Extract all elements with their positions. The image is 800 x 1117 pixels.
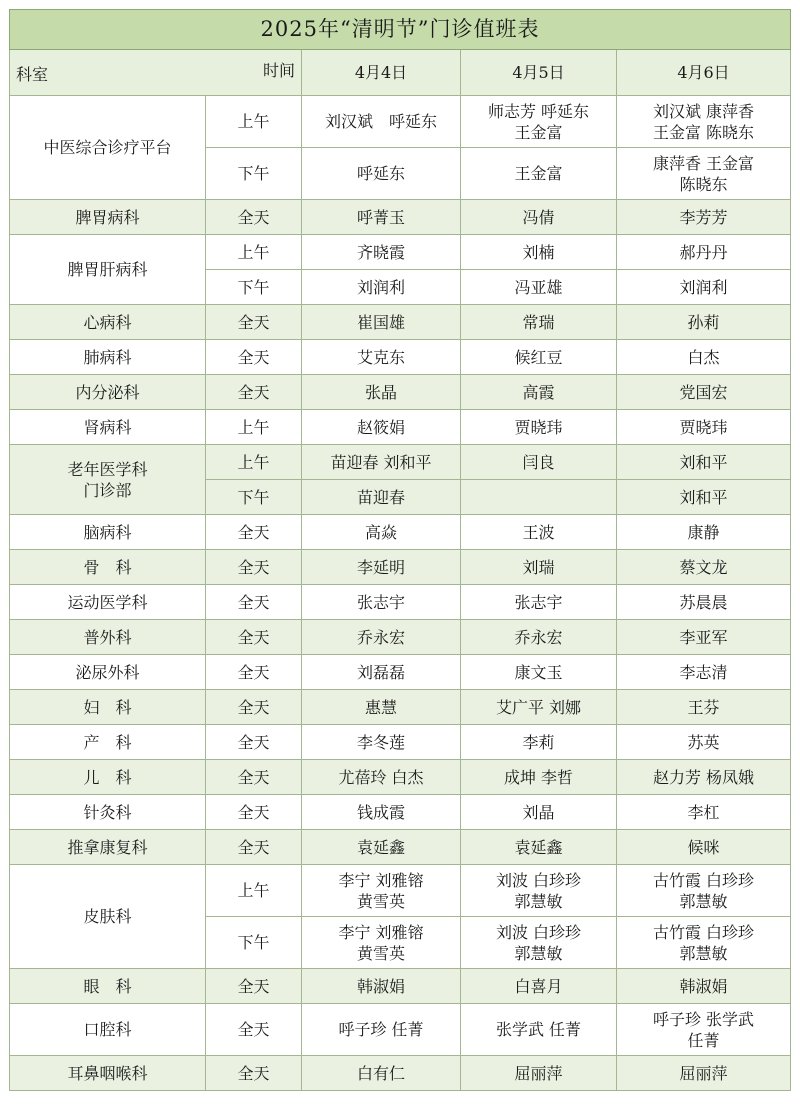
time-slot: 全天 [206, 200, 302, 235]
doctor-cell: 孙莉 [617, 305, 791, 340]
department-name: 推拿康复科 [10, 830, 206, 865]
department-name: 运动医学科 [10, 585, 206, 620]
time-slot: 全天 [206, 305, 302, 340]
doctor-cell: 乔永宏 [461, 620, 617, 655]
doctor-cell: 李杠 [617, 795, 791, 830]
page-title: 2025年“清明节”门诊值班表 [10, 10, 791, 50]
doctor-cell: 王金富 [461, 148, 617, 200]
doctor-cell: 康萍香 王金富 陈晓东 [617, 148, 791, 200]
doctor-cell: 李莉 [461, 725, 617, 760]
doctor-cell: 乔永宏 [302, 620, 461, 655]
doctor-cell: 李宁 刘雅镕 黄雪英 [302, 865, 461, 917]
date-header-1: 4月4日 [302, 50, 461, 96]
table-row [10, 445, 791, 480]
doctor-cell: 苗迎春 刘和平 [302, 445, 461, 480]
doctor-cell: 高焱 [302, 515, 461, 550]
doctor-cell: 刘润利 [617, 270, 791, 305]
doctor-cell: 呼延东 [302, 148, 461, 200]
department-name: 口腔科 [10, 1004, 206, 1056]
table-row [10, 375, 791, 410]
doctor-cell: 党国宏 [617, 375, 791, 410]
doctor-cell: 闫良 [461, 445, 617, 480]
department-name: 泌尿外科 [10, 655, 206, 690]
time-slot: 上午 [206, 96, 302, 148]
time-slot: 全天 [206, 620, 302, 655]
time-slot: 上午 [206, 235, 302, 270]
time-slot: 全天 [206, 760, 302, 795]
doctor-cell: 呼菁玉 [302, 200, 461, 235]
time-slot: 全天 [206, 830, 302, 865]
time-slot: 下午 [206, 270, 302, 305]
doctor-cell: 康文玉 [461, 655, 617, 690]
table-row [10, 655, 791, 690]
time-slot: 全天 [206, 655, 302, 690]
doctor-cell: 屈丽萍 [617, 1056, 791, 1091]
table-row [10, 1056, 791, 1091]
table-row [10, 585, 791, 620]
department-name: 肺病科 [10, 340, 206, 375]
doctor-cell: 王芬 [617, 690, 791, 725]
doctor-cell: 张志宇 [302, 585, 461, 620]
department-name: 心病科 [10, 305, 206, 340]
doctor-cell: 呼子珍 张学武 任菁 [617, 1004, 791, 1056]
doctor-cell: 崔国雄 [302, 305, 461, 340]
time-slot: 全天 [206, 1004, 302, 1056]
doctor-cell: 刘波 白珍珍 郭慧敏 [461, 865, 617, 917]
doctor-cell: 惠慧 [302, 690, 461, 725]
diagonal-header-cell [10, 50, 302, 96]
table-row [10, 865, 791, 917]
time-slot: 全天 [206, 375, 302, 410]
table-row [10, 515, 791, 550]
doctor-cell: 袁延鑫 [302, 830, 461, 865]
doctor-cell: 郝丹丹 [617, 235, 791, 270]
doctor-cell: 师志芳 呼延东 王金富 [461, 96, 617, 148]
doctor-cell: 李亚军 [617, 620, 791, 655]
doctor-cell: 苏晨晨 [617, 585, 791, 620]
department-name: 脑病科 [10, 515, 206, 550]
table-row [10, 96, 791, 148]
doctor-cell: 李宁 刘雅镕 黄雪英 [302, 917, 461, 969]
doctor-cell: 呼子珍 任菁 [302, 1004, 461, 1056]
doctor-cell: 候红豆 [461, 340, 617, 375]
table-row [10, 235, 791, 270]
doctor-cell: 刘和平 [617, 480, 791, 515]
time-slot: 全天 [206, 690, 302, 725]
doctor-cell: 袁延鑫 [461, 830, 617, 865]
time-slot: 下午 [206, 480, 302, 515]
doctor-cell: 屈丽萍 [461, 1056, 617, 1091]
time-slot: 全天 [206, 795, 302, 830]
department-name: 产 科 [10, 725, 206, 760]
doctor-cell: 蔡文龙 [617, 550, 791, 585]
table-row [10, 340, 791, 375]
department-name: 中医综合诊疗平台 [10, 96, 206, 200]
doctor-cell: 刘楠 [461, 235, 617, 270]
doctor-cell: 钱成霞 [302, 795, 461, 830]
department-name: 妇 科 [10, 690, 206, 725]
doctor-cell: 刘波 白珍珍 郭慧敏 [461, 917, 617, 969]
doctor-cell: 刘磊磊 [302, 655, 461, 690]
doctor-cell: 艾克东 [302, 340, 461, 375]
dept-header-label: 科室 [16, 65, 49, 84]
table-row [10, 550, 791, 585]
table-row [10, 725, 791, 760]
doctor-cell: 贾晓玮 [461, 410, 617, 445]
doctor-cell: 韩淑娟 [617, 969, 791, 1004]
department-name: 脾胃病科 [10, 200, 206, 235]
doctor-cell: 冯亚雄 [461, 270, 617, 305]
date-header-2: 4月5日 [461, 50, 617, 96]
time-slot: 全天 [206, 725, 302, 760]
doctor-cell: 白喜月 [461, 969, 617, 1004]
time-slot: 全天 [206, 585, 302, 620]
time-slot: 全天 [206, 515, 302, 550]
doctor-cell: 刘润利 [302, 270, 461, 305]
table-row [10, 410, 791, 445]
table-row [10, 200, 791, 235]
doctor-cell: 赵力芳 杨凤娥 [617, 760, 791, 795]
time-slot: 全天 [206, 1056, 302, 1091]
doctor-cell: 齐晓霞 [302, 235, 461, 270]
department-name: 耳鼻咽喉科 [10, 1056, 206, 1091]
department-name: 针灸科 [10, 795, 206, 830]
doctor-cell: 尤蓓玲 白杰 [302, 760, 461, 795]
department-name: 普外科 [10, 620, 206, 655]
time-slot: 上午 [206, 410, 302, 445]
doctor-cell: 张志宇 [461, 585, 617, 620]
doctor-cell: 苏英 [617, 725, 791, 760]
time-slot: 上午 [206, 865, 302, 917]
department-name: 儿 科 [10, 760, 206, 795]
schedule-body [10, 10, 791, 1091]
time-slot: 下午 [206, 917, 302, 969]
doctor-cell [461, 480, 617, 515]
doctor-cell: 艾广平 刘娜 [461, 690, 617, 725]
doctor-cell: 贾晓玮 [617, 410, 791, 445]
time-slot: 全天 [206, 550, 302, 585]
department-name: 脾胃肝病科 [10, 235, 206, 305]
doctor-cell: 白杰 [617, 340, 791, 375]
doctor-cell: 苗迎春 [302, 480, 461, 515]
doctor-cell: 古竹霞 白珍珍 郭慧敏 [617, 917, 791, 969]
table-row [10, 305, 791, 340]
department-name: 骨 科 [10, 550, 206, 585]
department-name: 皮肤科 [10, 865, 206, 969]
department-name: 内分泌科 [10, 375, 206, 410]
doctor-cell: 刘瑞 [461, 550, 617, 585]
doctor-cell: 李志清 [617, 655, 791, 690]
table-row [10, 969, 791, 1004]
time-slot: 下午 [206, 148, 302, 200]
table-row [10, 1004, 791, 1056]
doctor-cell: 古竹霞 白珍珍 郭慧敏 [617, 865, 791, 917]
table-row [10, 760, 791, 795]
time-slot: 上午 [206, 445, 302, 480]
table-row [10, 620, 791, 655]
doctor-cell: 李芳芳 [617, 200, 791, 235]
doctor-cell: 冯倩 [461, 200, 617, 235]
doctor-cell: 刘和平 [617, 445, 791, 480]
table-row [10, 795, 791, 830]
doctor-cell: 赵筱娟 [302, 410, 461, 445]
doctor-cell: 王波 [461, 515, 617, 550]
doctor-cell: 成坤 李哲 [461, 760, 617, 795]
doctor-cell: 刘汉斌 呼延东 [302, 96, 461, 148]
doctor-cell: 李冬莲 [302, 725, 461, 760]
doctor-cell: 韩淑娟 [302, 969, 461, 1004]
time-slot: 全天 [206, 340, 302, 375]
doctor-cell: 常瑞 [461, 305, 617, 340]
time-header-label: 时间 [262, 61, 295, 80]
department-name: 眼 科 [10, 969, 206, 1004]
doctor-cell: 白有仁 [302, 1056, 461, 1091]
title-row [10, 10, 791, 50]
doctor-cell: 刘晶 [461, 795, 617, 830]
doctor-cell: 高霞 [461, 375, 617, 410]
table-row [10, 690, 791, 725]
doctor-cell: 张学武 任菁 [461, 1004, 617, 1056]
department-name: 肾病科 [10, 410, 206, 445]
doctor-cell: 李延明 [302, 550, 461, 585]
duty-schedule-table [9, 9, 791, 1091]
date-header-3: 4月6日 [617, 50, 791, 96]
table-row [10, 830, 791, 865]
department-name: 老年医学科 门诊部 [10, 445, 206, 515]
header-row [10, 50, 791, 96]
doctor-cell: 刘汉斌 康萍香 王金富 陈晓东 [617, 96, 791, 148]
doctor-cell: 张晶 [302, 375, 461, 410]
time-slot: 全天 [206, 969, 302, 1004]
doctor-cell: 候咪 [617, 830, 791, 865]
doctor-cell: 康静 [617, 515, 791, 550]
